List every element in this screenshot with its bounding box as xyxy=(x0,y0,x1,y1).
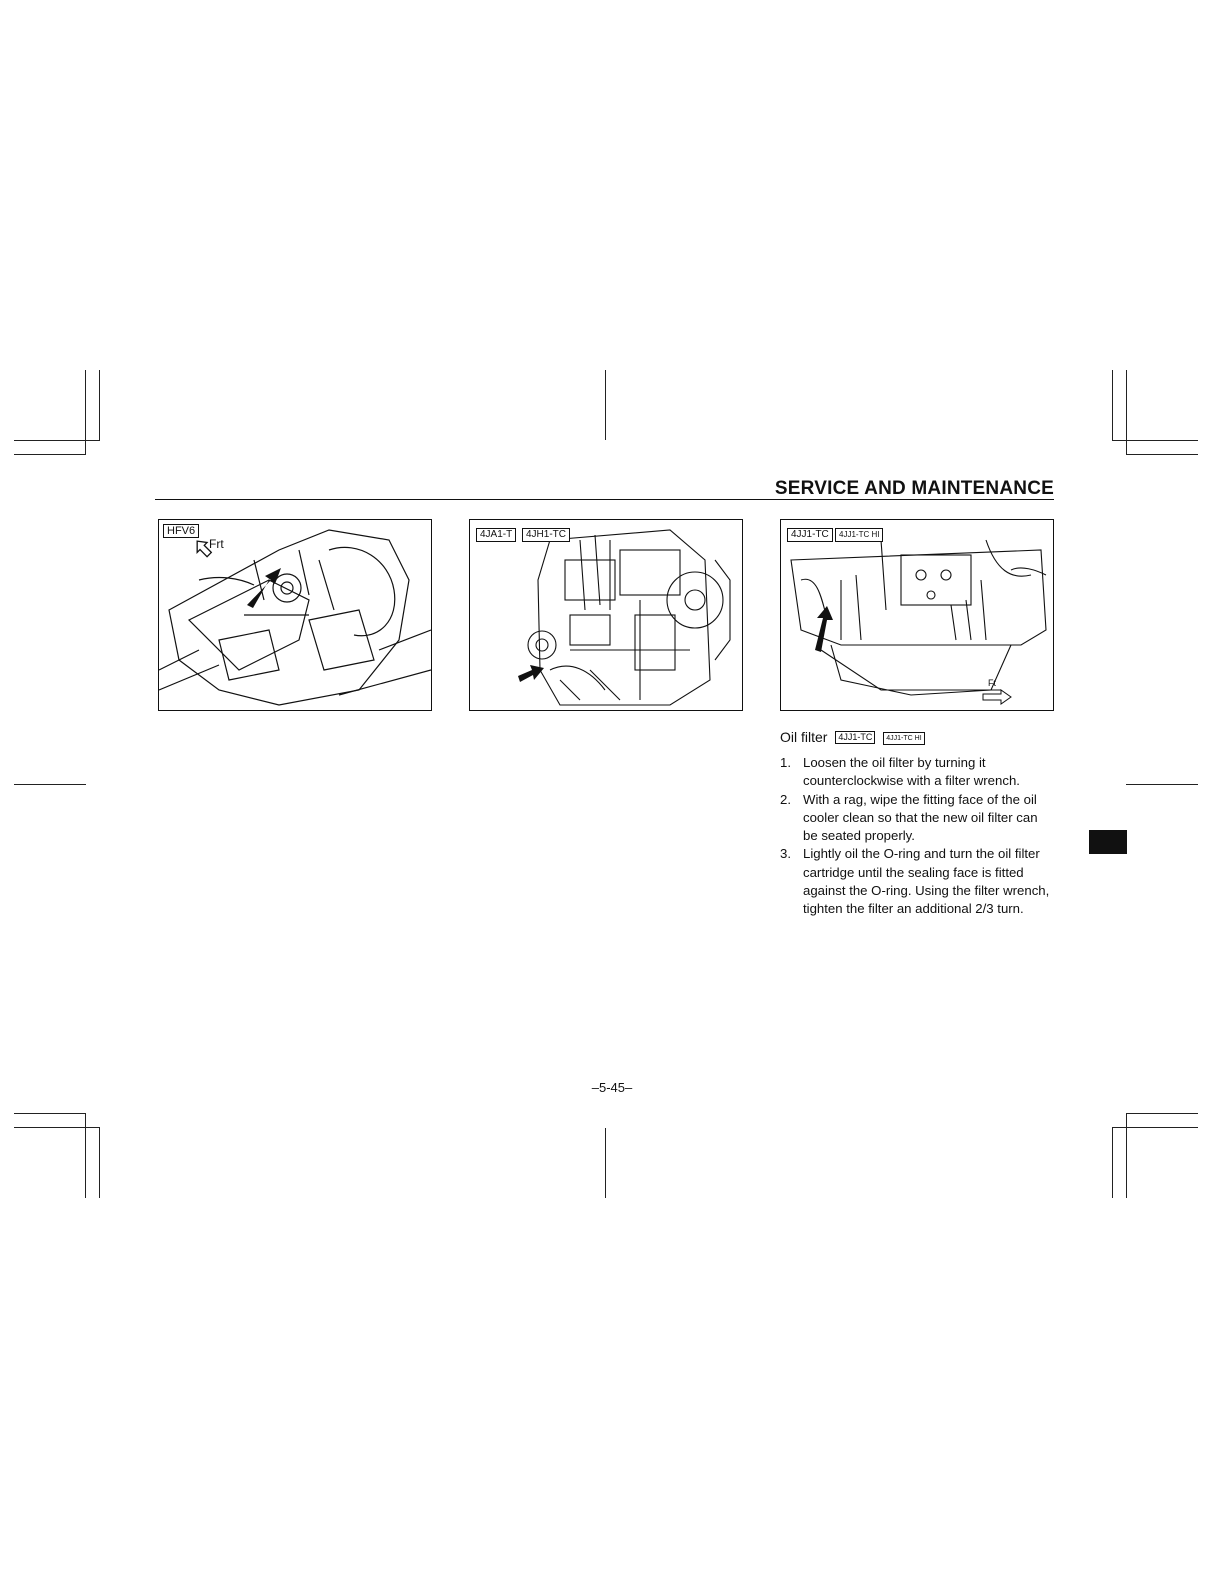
model-tag: 4JA1-T xyxy=(476,528,516,542)
figure-hfv6-engine xyxy=(158,519,432,711)
section-title xyxy=(780,729,925,745)
step-number: 2. xyxy=(780,791,791,807)
step-text: Loosen the oil filter by turning it counterclockwise with a filter wrench. xyxy=(803,755,1020,789)
engine-illustration xyxy=(470,520,742,710)
page-number: –5-45– xyxy=(591,1080,633,1095)
model-tag: 4JJ1-TC xyxy=(787,528,833,542)
step-number: 3. xyxy=(780,846,791,862)
section-header-title: SERVICE AND MAINTENANCE xyxy=(774,478,1054,499)
section-title-text: Oil filter xyxy=(780,729,828,745)
list-item xyxy=(780,791,1055,846)
step-text: With a rag, wipe the fitting face of the oil cooler clean so that the new oil filter can be seated properly. xyxy=(803,791,1038,844)
step-number: 1. xyxy=(780,755,791,770)
model-tag: 4JJ1-TC xyxy=(835,731,875,744)
direction-label: Frt xyxy=(209,537,224,551)
model-tag: HFV6 xyxy=(163,524,199,538)
direction-label: Ft xyxy=(988,678,996,688)
procedure-steps xyxy=(780,754,1055,919)
figure-4jj1-engine xyxy=(780,519,1054,711)
front-direction-arrow-icon xyxy=(981,688,1013,706)
step-text: Lightly oil the O-ring and turn the oil filter cartridge until the sealing face is fitted against the O-ring. Using the filter wrench, tighten the filter an additional 2/3 turn. xyxy=(803,846,1050,917)
engine-illustration xyxy=(781,520,1053,710)
chapter-tab-marker xyxy=(1089,830,1127,854)
figure-4ja1-4jh1-engine xyxy=(469,519,743,711)
header-divider xyxy=(155,499,1054,500)
list-item xyxy=(780,845,1055,918)
model-tag: 4JH1-TC xyxy=(522,528,570,542)
list-item xyxy=(780,754,1055,791)
model-tag: 4JJ1-TC HI xyxy=(883,732,924,745)
model-tag: 4JJ1-TC HI xyxy=(835,528,883,542)
